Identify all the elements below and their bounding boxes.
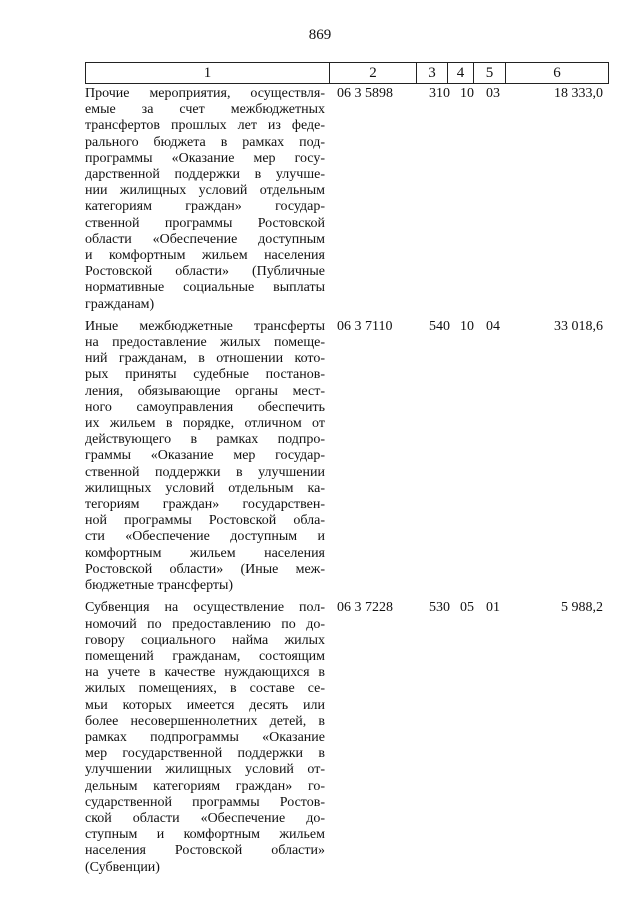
description-line: области «Обеспечение доступным bbox=[85, 231, 325, 247]
description-line: рых приняты судебные постанов- bbox=[85, 367, 325, 383]
description-line: мер государственной поддержки в bbox=[85, 746, 325, 762]
description-line: нии жилищных условий отдельным bbox=[85, 183, 325, 199]
row-sum: 33 018,6 bbox=[554, 318, 603, 334]
description-line: ления, обязывающие органы мест- bbox=[85, 383, 325, 399]
row-description bbox=[85, 600, 325, 875]
description-line: гражданам) bbox=[85, 296, 155, 312]
page-number: 869 bbox=[308, 27, 332, 43]
description-line: ственной поддержки в улучшении bbox=[85, 464, 325, 480]
description-line: программы «Оказание мер госу- bbox=[85, 150, 325, 166]
column-header-row bbox=[85, 62, 609, 84]
description-line: ступным и комфортным жильем bbox=[85, 827, 325, 843]
description-line: рального бюджета в рамках под- bbox=[85, 134, 325, 150]
description-line: жилищных условий отдельным ка- bbox=[85, 480, 325, 496]
description-line: ской области «Обеспечение до- bbox=[85, 810, 325, 826]
description-line: помещений гражданам, состоящим bbox=[85, 648, 325, 664]
description-line: категориям граждан» государ- bbox=[85, 199, 325, 215]
description-line: емые за счет межбюджетных bbox=[85, 102, 325, 118]
description-line: (Субвенции) bbox=[85, 859, 160, 875]
description-line: Прочие мероприятия, осуществля- bbox=[85, 86, 325, 101]
description-line: на учете в качестве нуждающихся в bbox=[85, 665, 325, 681]
description-line: граммы «Оказание мер государ- bbox=[85, 448, 325, 464]
row-expense-type: 310 bbox=[429, 86, 450, 101]
description-line: ний гражданам, в отношении кото- bbox=[85, 351, 325, 367]
header-col-1: 1 bbox=[86, 63, 330, 84]
description-line: Субвенция на осуществление пол- bbox=[85, 600, 325, 616]
header-col-4: 4 bbox=[448, 63, 474, 84]
description-line: Ростовской области» (Иные меж- bbox=[85, 561, 325, 577]
description-line: говору социального найма жилых bbox=[85, 632, 325, 648]
header-col-6: 6 bbox=[506, 63, 609, 84]
description-line: ственной программы Ростовской bbox=[85, 215, 325, 231]
description-line: номочий по предоставлению по до- bbox=[85, 616, 325, 632]
header-col-2: 2 bbox=[330, 63, 417, 84]
description-line: улучшении жилищных условий от- bbox=[85, 762, 325, 778]
description-line: рамках подпрограммы «Оказание bbox=[85, 729, 325, 745]
description-line: мьи которых имеется десять или bbox=[85, 697, 325, 713]
row-sum: 5 988,2 bbox=[561, 600, 603, 616]
description-line: сти «Обеспечение доступным и bbox=[85, 529, 325, 545]
row-target-code: 06 3 7228 bbox=[337, 600, 393, 616]
row-expense-type: 540 bbox=[429, 318, 450, 334]
table-body bbox=[85, 86, 605, 882]
row-target-code: 06 3 7110 bbox=[337, 318, 393, 334]
description-line: трансфертов прошлых лет из феде- bbox=[85, 118, 325, 134]
row-section: 10 bbox=[460, 318, 474, 334]
description-line: нормативные социальные выплаты bbox=[85, 280, 325, 296]
row-subsection: 01 bbox=[486, 600, 500, 616]
row-description bbox=[85, 86, 325, 313]
header-col-5: 5 bbox=[474, 63, 506, 84]
description-line: тегориям граждан» государствен- bbox=[85, 497, 325, 513]
row-expense-type: 530 bbox=[429, 600, 450, 616]
row-sum: 18 333,0 bbox=[554, 86, 603, 101]
description-line: и комфортным жильем населения bbox=[85, 248, 325, 264]
description-line: населения Ростовской области» bbox=[85, 843, 325, 859]
row-section: 05 bbox=[460, 600, 474, 616]
table-row bbox=[85, 86, 605, 313]
description-line: Ростовской области» (Публичные bbox=[85, 264, 325, 280]
header-col-3: 3 bbox=[417, 63, 448, 84]
description-line: более несовершеннолетних детей, в bbox=[85, 713, 325, 729]
description-line: дарственной поддержки в улучше- bbox=[85, 167, 325, 183]
table-row bbox=[85, 319, 605, 594]
description-line: бюджетные трансферты) bbox=[85, 578, 234, 594]
description-line: комфортным жильем населения bbox=[85, 545, 325, 561]
description-line: на предоставление жилых помеще- bbox=[85, 335, 325, 351]
description-line: дельным категориям граждан» го- bbox=[85, 778, 325, 794]
description-line: Иные межбюджетные трансферты bbox=[85, 318, 325, 334]
row-subsection: 03 bbox=[486, 86, 500, 101]
description-line: ной программы Ростовской обла- bbox=[85, 513, 325, 529]
description-line: действующего в рамках подпро- bbox=[85, 432, 325, 448]
description-line: жилых помещениях, в составе се- bbox=[85, 681, 325, 697]
row-target-code: 06 3 5898 bbox=[337, 86, 393, 101]
description-line: сударственной программы Ростов- bbox=[85, 794, 325, 810]
row-section: 10 bbox=[460, 86, 474, 101]
description-line: их жильем в порядке, отличном от bbox=[85, 416, 325, 432]
row-subsection: 04 bbox=[486, 318, 500, 334]
description-line: ного самоуправления обеспечить bbox=[85, 399, 325, 415]
row-description bbox=[85, 319, 325, 594]
table-row bbox=[85, 600, 605, 875]
